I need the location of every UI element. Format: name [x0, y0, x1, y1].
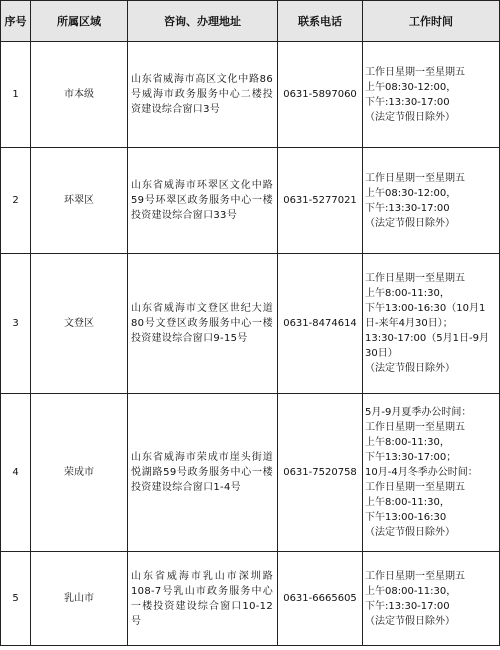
hours-line: （法定节假日除外） — [365, 527, 455, 538]
row-number: 1 — [1, 42, 31, 148]
hours-line: 5月-9月夏季办公时间： — [365, 407, 472, 418]
row-hours — [363, 394, 500, 552]
row-address: 山东省威海市高区文化中路86号威海市政务服务中心二楼投资建设综合窗口3号 — [128, 42, 278, 148]
header-phone: 联系电话 — [278, 1, 363, 42]
hours-line: 下午:13:30-17:00 — [365, 96, 450, 108]
hours-line: 工作日星期一至星期五 — [365, 570, 465, 582]
header-area: 所属区域 — [31, 1, 128, 42]
row-number: 3 — [1, 254, 31, 394]
hours-line: 工作日星期一至星期五 — [365, 172, 465, 184]
hours-line: （法定节假日除外） — [365, 217, 455, 229]
hours-line: 下午:13:30-17:00 — [365, 202, 450, 214]
header-no: 序号 — [1, 1, 31, 42]
hours-line: （法定节假日除外） — [365, 615, 455, 627]
hours-line: 工作日星期一至星期五 — [365, 482, 465, 493]
hours-line: 下午13:00-16:30 — [365, 512, 447, 523]
hours-line: （法定节假日除外） — [365, 111, 455, 123]
header-row — [1, 1, 500, 42]
row-hours — [363, 42, 500, 148]
row-address: 山东省威海市文登区世纪大道80号文登区政务服务中心一楼投资建设综合窗口9-15号 — [128, 254, 278, 394]
hours-line: 下午:13:30-17:00 — [365, 600, 450, 612]
row-area: 环翠区 — [31, 148, 128, 254]
row-hours — [363, 254, 500, 394]
hours-line: 上午08:00-11:30， — [365, 585, 457, 597]
row-number: 4 — [1, 394, 31, 552]
row-area: 乳山市 — [31, 552, 128, 646]
row-address: 山东省威海市环翠区文化中路59号环翠区政务服务中心一楼投资建设综合窗口33号 — [128, 148, 278, 254]
hours-line: 上午8:00-11:30， — [365, 497, 450, 508]
row-area: 文登区 — [31, 254, 128, 394]
row-address: 山东省威海市荣成市崖头街道悦湖路59号政务服务中心一楼投资建设综合窗口1-4号 — [128, 394, 278, 552]
row-phone: 0631-7520758 — [278, 394, 363, 552]
hours-line: 上午08:30-12:00， — [365, 81, 457, 93]
hours-line: 工作日星期一至星期五 — [365, 422, 465, 433]
row-phone: 0631-6665605 — [278, 552, 363, 646]
hours-line: 工作日星期一至星期五 — [365, 66, 465, 78]
row-number: 2 — [1, 148, 31, 254]
hours-line: 下午13:00-16:30（10月1日-来年4月30日）； — [365, 303, 486, 329]
table-header — [1, 1, 500, 42]
hours-line: 10月-4月冬季办公时间： — [365, 467, 478, 478]
row-area: 荣成市 — [31, 394, 128, 552]
hours-line: 上午8:00-11:30， — [365, 437, 450, 448]
header-hours: 工作时间 — [363, 1, 500, 42]
row-hours — [363, 552, 500, 646]
header-address: 咨询、办理地址 — [128, 1, 278, 42]
table-row — [1, 148, 500, 254]
row-area: 市本级 — [31, 42, 128, 148]
table-row — [1, 42, 500, 148]
table-row — [1, 254, 500, 394]
hours-line: 13:30-17:00（5月1日-9月30日） — [365, 333, 489, 359]
hours-line: 下午13:30-17:00； — [365, 452, 457, 463]
hours-line: （法定节假日除外） — [365, 363, 455, 374]
table-row — [1, 394, 500, 552]
row-number: 5 — [1, 552, 31, 646]
row-phone: 0631-5277021 — [278, 148, 363, 254]
hours-line: 工作日星期一至星期五 — [365, 273, 465, 284]
table-row — [1, 552, 500, 646]
row-hours — [363, 148, 500, 254]
row-phone: 0631-8474614 — [278, 254, 363, 394]
hours-line: 上午08:30-12:00， — [365, 187, 457, 199]
row-phone: 0631-5897060 — [278, 42, 363, 148]
table-body — [1, 42, 500, 646]
row-address: 山东省威海市乳山市深圳路108-7号乳山市政务服务中心一楼投资建设综合窗口10-12号 — [128, 552, 278, 646]
hours-line: 上午8:00-11:30， — [365, 288, 450, 299]
